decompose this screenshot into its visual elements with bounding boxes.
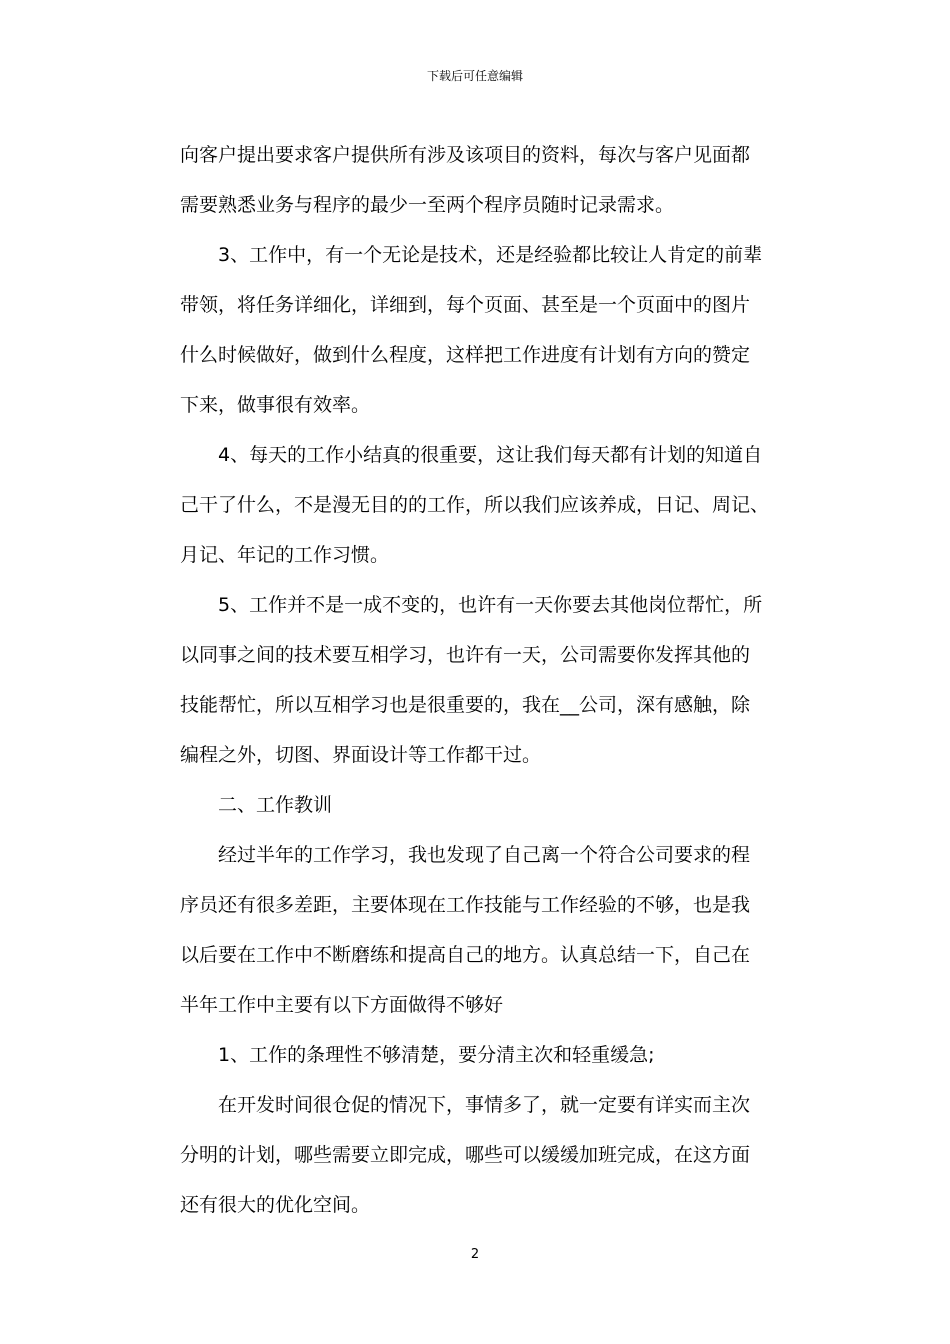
text-line: 4、每天的工作小结真的很重要，这让我们每天都有计划的知道自 — [218, 444, 763, 466]
text-line: 以后要在工作中不断磨练和提高自己的地方。认真总结一下，自己在 — [180, 944, 751, 966]
text-line: 向客户提出要求客户提供所有涉及该项目的资料，每次与客户见面都 — [180, 144, 751, 166]
text-line: 月记、年记的工作习惯。 — [180, 544, 390, 566]
text-line: 下来，做事很有效率。 — [180, 394, 371, 416]
text-line: 带领，将任务详细化，详细到，每个页面、甚至是一个页面中的图片 — [180, 294, 751, 316]
section-heading: 二、工作教训 — [218, 794, 333, 816]
text-line: 需要熟悉业务与程序的最少一至两个程序员随时记录需求。 — [180, 194, 675, 216]
page-number: 2 — [470, 1247, 480, 1262]
document-body — [180, 130, 770, 1230]
text-line: 3、工作中，有一个无论是技术，还是经验都比较让人肯定的前辈 — [218, 244, 763, 266]
text-line: 5、工作并不是一成不变的，也许有一天你要去其他岗位帮忙，所 — [218, 594, 763, 616]
text-line: 分明的计划，哪些需要立即完成，哪些可以缓缓加班完成，在这方面 — [180, 1144, 751, 1166]
text-line: 编程之外，切图、界面设计等工作都干过。 — [180, 744, 542, 766]
text-line: 1、工作的条理性不够清楚，要分清主次和轻重缓急; — [218, 1044, 655, 1066]
text-line: 己干了什么，不是漫无目的的工作，所以我们应该养成，日记、周记、 — [180, 494, 770, 516]
text-line: 什么时候做好，做到什么程度，这样把工作进度有计划有方向的赞定 — [180, 344, 751, 366]
text-line: 还有很大的优化空间。 — [180, 1194, 371, 1216]
text-line: 技能帮忙，所以互相学习也是很重要的，我在__公司，深有感触，除 — [180, 694, 751, 716]
text-line: 经过半年的工作学习，我也发现了自己离一个符合公司要求的程 — [218, 844, 751, 866]
text-line: 以同事之间的技术要互相学习，也许有一天，公司需要你发挥其他的 — [180, 644, 751, 666]
page-header-note: 下载后可任意编辑 — [426, 69, 523, 83]
text-line: 在开发时间很仓促的情况下，事情多了，就一定要有详实而主次 — [218, 1094, 751, 1116]
text-line: 半年工作中主要有以下方面做得不够好 — [180, 994, 504, 1016]
text-line: 序员还有很多差距，主要体现在工作技能与工作经验的不够，也是我 — [180, 894, 751, 916]
